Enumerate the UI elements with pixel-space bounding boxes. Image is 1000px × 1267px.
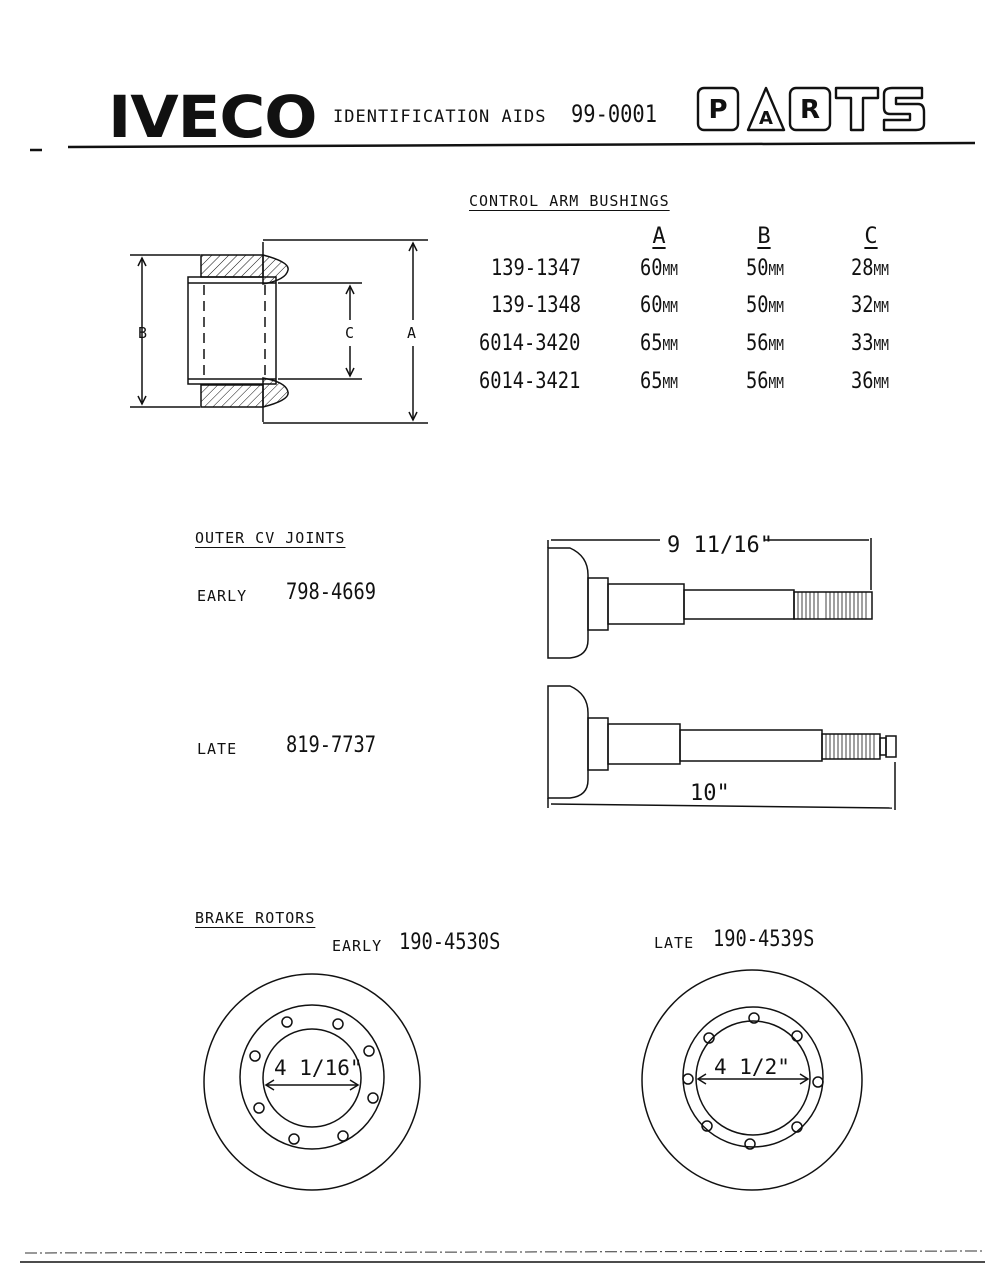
header-subtitle: IDENTIFICATION AIDS (333, 107, 547, 127)
table-cell: 60MM (640, 256, 678, 281)
col-head-c: C (864, 224, 878, 249)
rotor-late-part: 190-4539S (713, 927, 815, 952)
cv-late-label: LATE (197, 740, 238, 758)
table-cell: 36MM (851, 369, 889, 394)
diagram-label-b: B (138, 324, 148, 342)
rotor-early-part: 190-4530S (399, 930, 501, 955)
cv-late-part: 819-7737 (286, 733, 377, 758)
bushing-part-2: 139-1348 (491, 293, 582, 318)
col-head-a: A (652, 224, 666, 249)
table-cell: 28MM (851, 256, 889, 281)
bushings-title: CONTROL ARM BUSHINGS (469, 192, 670, 210)
table-cell: 32MM (851, 293, 889, 318)
cv-early-label: EARLY (197, 587, 248, 605)
cv-early-part: 798-4669 (286, 580, 377, 605)
col-head-b: B (757, 224, 771, 249)
parts-letter-p: P (708, 95, 728, 125)
bushing-part-1: 139-1347 (491, 256, 582, 281)
rotor-early-bolt-circle: 4 1/16" (274, 1056, 363, 1080)
header-code: 99-0001 (571, 100, 657, 128)
table-cell: 56MM (746, 369, 784, 394)
table-cell: 50MM (746, 293, 784, 318)
rotor-late-bolt-circle: 4 1/2" (714, 1055, 790, 1079)
rotors-title: BRAKE ROTORS (195, 909, 316, 927)
cv-joints-title: OUTER CV JOINTS (195, 529, 346, 547)
table-cell: 65MM (640, 331, 678, 356)
diagram-label-c: C (345, 324, 355, 342)
parts-letter-r: R (799, 95, 821, 125)
brand-logo: IVECO (108, 83, 317, 151)
parts-letter-a: A (759, 108, 773, 129)
table-cell: 60MM (640, 293, 678, 318)
cv-early-length: 9 11/16" (667, 533, 773, 558)
rotor-early-label: EARLY (332, 937, 383, 955)
bushing-part-3: 6014-3420 (479, 331, 581, 356)
table-cell: 50MM (746, 256, 784, 281)
rotor-late-label: LATE (654, 934, 695, 952)
cv-late-length: 10" (690, 781, 730, 806)
table-cell: 33MM (851, 331, 889, 356)
table-cell: 56MM (746, 331, 784, 356)
table-cell: 65MM (640, 369, 678, 394)
bushing-part-4: 6014-3421 (479, 369, 581, 394)
diagram-label-a: A (407, 324, 417, 342)
